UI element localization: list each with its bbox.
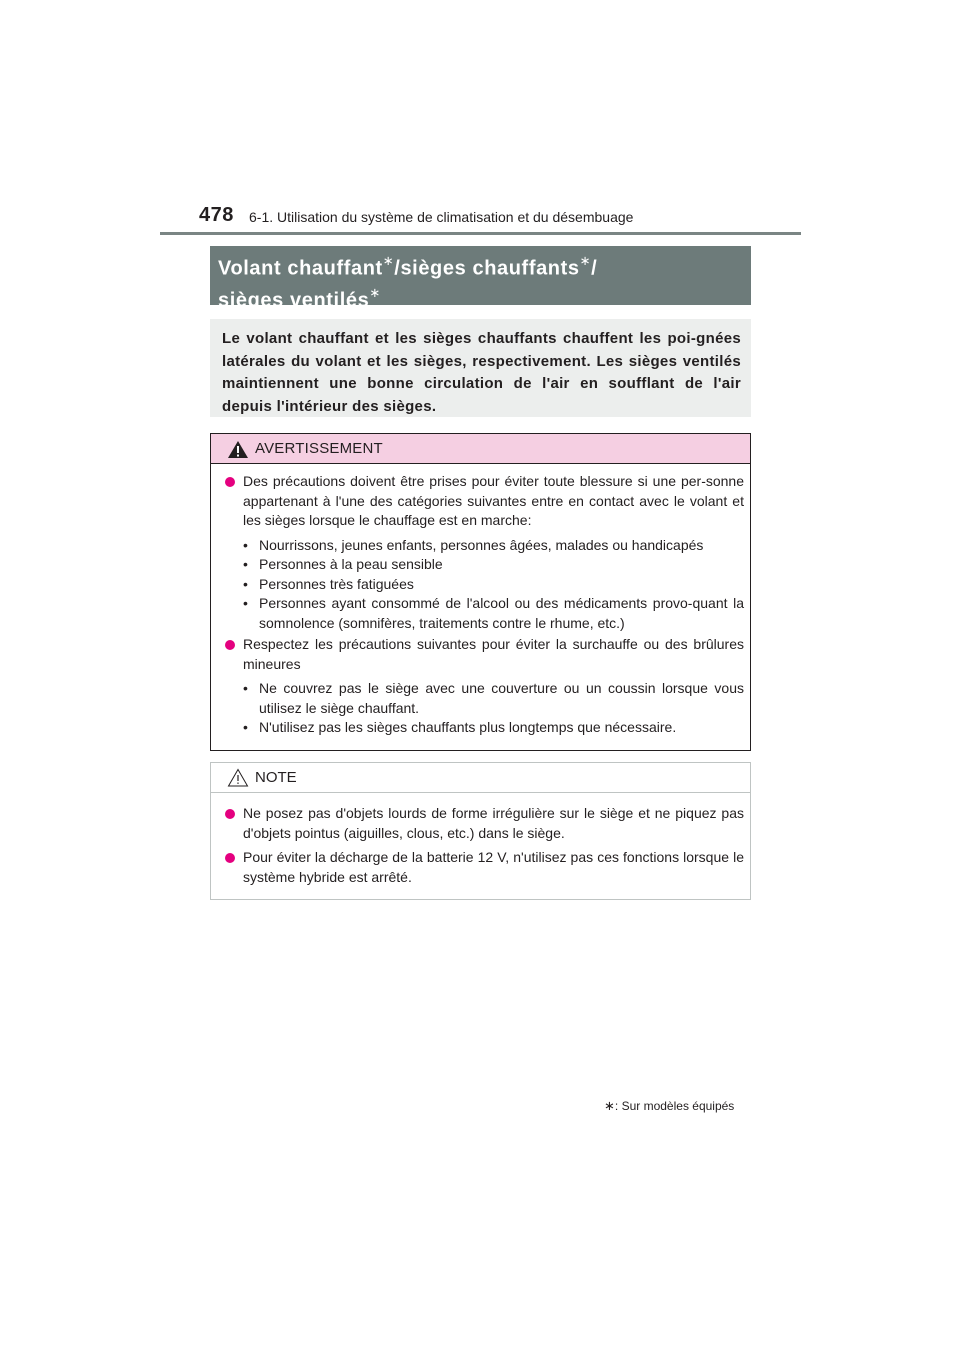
- bullet-dot-icon: [225, 853, 235, 863]
- note-box: [210, 762, 751, 900]
- section-title-line1: [218, 250, 743, 282]
- asterisk-mark: ∗: [369, 284, 381, 300]
- footnote: [604, 1098, 734, 1114]
- bullet-mark: •: [243, 595, 248, 611]
- warning-item: [211, 472, 750, 633]
- warning-subitem: • Ne couvrez pas le siège avec une couverture ou un coussin lorsque vous utilisez le siège chauffant.: [243, 680, 744, 716]
- intro-text: Le volant chauffant et les sièges chauffants chauffent les poi-gnées latérales du volant et les sièges, respectivement. Les sièges ventilés maintiennent une bonne circulation de l'air en soufflant de l'air depuis l'intérieur des sièges.: [222, 330, 741, 415]
- section-title-part3: /: [591, 257, 598, 280]
- note-item-text: Ne posez pas d'objets lourds de forme irrégulière sur le siège et ne piquez pas d'objets pointus (aiguilles, clous, etc.) dans le siège.: [243, 805, 744, 841]
- note-item-text: Pour éviter la décharge de la batterie 12 V, n'utilisez pas ces fonctions lorsque le système hybride est arrêté.: [243, 849, 744, 885]
- note-item: [211, 804, 750, 843]
- bullet-mark: •: [243, 536, 248, 553]
- bullet-mark: •: [243, 680, 248, 696]
- warning-item-text: Respectez les précautions suivantes pour éviter la surchauffe ou des brûlures mineures: [243, 636, 744, 672]
- intro-box: [210, 319, 751, 417]
- page-number: 478: [199, 204, 234, 226]
- bullet-mark: •: [243, 556, 248, 572]
- bullet-dot-icon: [225, 640, 235, 650]
- bullet-mark: •: [243, 719, 248, 735]
- chapter-title: 6-1. Utilisation du système de climatisation et du désembuage: [249, 209, 634, 225]
- asterisk-mark: ∗: [604, 1098, 615, 1113]
- footnote-text: : Sur modèles équipés: [614, 1099, 735, 1113]
- caution-triangle-icon: [227, 768, 249, 787]
- warning-item-text: Des précautions doivent être prises pour éviter toute blessure si une per-sonne appartenant à l'une des catégories suivantes entre en contact avec le volant et les sièges lorsque le chauffage est en marche:: [243, 473, 744, 528]
- bullet-mark: •: [243, 575, 248, 592]
- warning-subitem: • Personnes à la peau sensible: [243, 555, 744, 575]
- section-title-part4: sièges ventilés: [218, 289, 370, 312]
- note-header: [211, 763, 750, 793]
- warning-subitem: • Personnes très fatiguées: [243, 575, 744, 595]
- asterisk-mark: ∗: [579, 253, 592, 268]
- note-item: [211, 848, 750, 887]
- warning-header: [211, 434, 750, 464]
- section-banner: [210, 246, 751, 312]
- section-title-part1: Volant chauffant: [218, 257, 383, 280]
- asterisk-mark: ∗: [382, 253, 395, 268]
- section-title-line2: [218, 282, 743, 314]
- header-rule: [160, 232, 801, 235]
- warning-subitem: • N'utilisez pas les sièges chauffants plus longtemps que nécessaire.: [243, 718, 744, 738]
- warning-label: AVERTISSEMENT: [255, 440, 383, 457]
- warning-triangle-icon: [227, 440, 249, 459]
- note-label: NOTE: [255, 769, 297, 786]
- section-title-part2: /sièges chauffants: [394, 257, 580, 280]
- warning-box: [210, 433, 751, 751]
- warning-subitem: • Nourrissons, jeunes enfants, personnes âgées, malades ou handicapés: [243, 536, 744, 556]
- warning-item: [211, 635, 750, 738]
- warning-subitem: • Personnes ayant consommé de l'alcool ou des médicaments provo-quant la somnolence (somnifères, traitements contre le rhume, etc.): [243, 595, 744, 631]
- bullet-dot-icon: [225, 477, 235, 487]
- bullet-dot-icon: [225, 809, 235, 819]
